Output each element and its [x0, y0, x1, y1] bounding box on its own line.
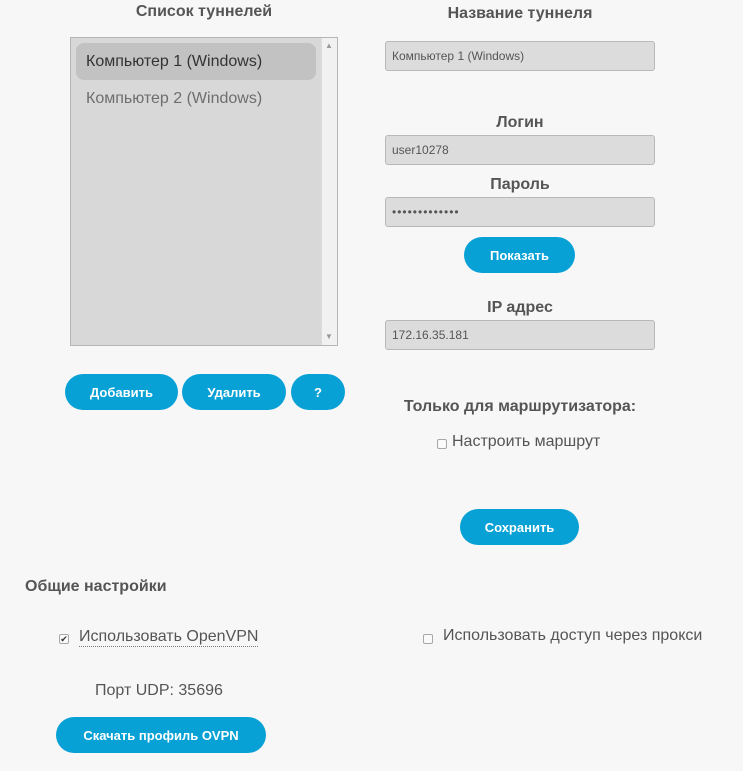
route-checkbox[interactable]	[437, 439, 447, 449]
scroll-down-arrow-icon[interactable]: ▼	[325, 332, 333, 341]
general-settings-title: Общие настройки	[25, 578, 167, 595]
login-title: Логин	[496, 114, 544, 131]
show-password-button[interactable]: Показать	[464, 237, 575, 273]
tunnel-name-input[interactable]	[385, 41, 655, 71]
router-only-title: Только для маршрутизатора:	[403, 398, 637, 415]
save-button[interactable]: Сохранить	[460, 509, 579, 545]
login-input[interactable]	[385, 135, 655, 165]
download-ovpn-profile-button[interactable]: Скачать профиль OVPN	[56, 717, 266, 753]
help-button[interactable]: ?	[291, 374, 345, 410]
tunnel-name-title: Название туннеля	[447, 5, 593, 22]
openvpn-checkbox[interactable]	[59, 634, 69, 644]
tunnel-listbox[interactable]	[70, 37, 338, 346]
delete-tunnel-button[interactable]: Удалить	[182, 374, 286, 410]
list-scrollbar[interactable]	[321, 38, 337, 345]
tunnel-list-title: Список туннелей	[135, 3, 273, 20]
ip-address-input[interactable]	[385, 320, 655, 350]
openvpn-checkbox-label[interactable]: Использовать OpenVPN	[79, 628, 259, 645]
password-title: Пароль	[490, 176, 550, 193]
proxy-checkbox[interactable]	[423, 634, 433, 644]
tunnel-list-item[interactable]: Компьютер 2 (Windows)	[86, 90, 263, 107]
scroll-up-arrow-icon[interactable]: ▲	[325, 41, 333, 50]
add-tunnel-button[interactable]: Добавить	[65, 374, 178, 410]
route-checkbox-label[interactable]: Настроить маршрут	[452, 433, 601, 450]
ip-address-title: IP адрес	[487, 299, 553, 316]
udp-port-text: Порт UDP: 35696	[95, 682, 223, 699]
password-input[interactable]	[385, 197, 655, 227]
tunnel-list-item[interactable]: Компьютер 1 (Windows)	[76, 43, 316, 80]
proxy-checkbox-label[interactable]: Использовать доступ через прокси	[443, 627, 703, 644]
checkmark-icon: ✔	[60, 634, 68, 644]
